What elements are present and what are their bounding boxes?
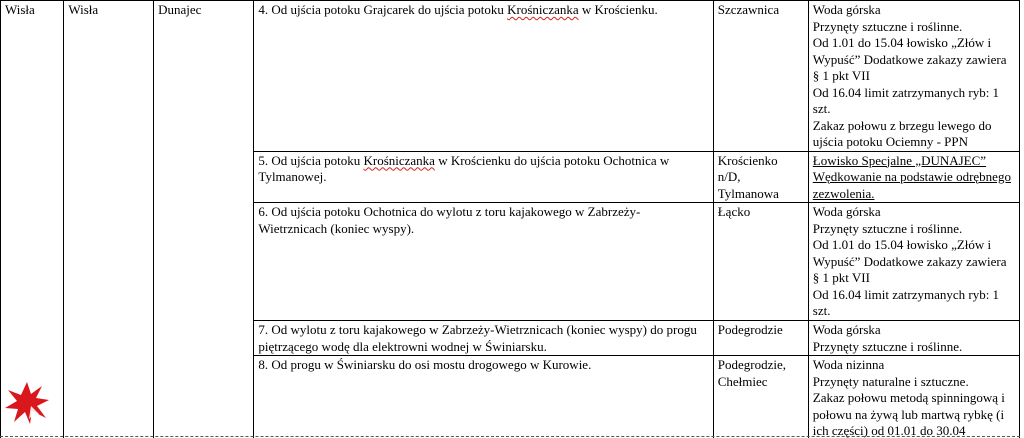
place-cell: Szczawnica	[713, 1, 808, 152]
rule-line: Od 16.04 limit zatrzymanych ryb: 1 szt.	[812, 84, 1000, 116]
rule-line: Przynęty sztuczne i roślinne.	[812, 18, 963, 34]
place-cell: Podegrodzie, Chełmiec	[713, 356, 808, 438]
rule-line: Woda górska	[812, 204, 881, 219]
place-cell: Łącko	[713, 203, 808, 321]
rules-cell	[808, 203, 1019, 321]
rules-cell	[808, 321, 1019, 356]
section-cell: 8. Od progu w Świniarsku do osi mostu drogowego w Kurowie.	[254, 356, 713, 438]
table-row	[1, 1, 1020, 152]
rule-line: Przynęty sztuczne i roślinne.	[812, 220, 963, 236]
section-cell: 5. Od ujścia potoku Krośniczanka w Krościenku do ujścia potoku Ochotnica w Tylmanowej.	[254, 151, 713, 203]
place-cell: Podegrodzie	[713, 321, 808, 356]
permit-note-line: Wędkowanie na podstawie odrębnego zezwolenia.	[812, 169, 1011, 201]
rule-line: Woda górska	[812, 2, 881, 17]
rule-line: Od 1.01 do 15.04 łowisko „Złów i Wypuść” Dodatkowe zakazy zawiera § 1 pkt VII	[812, 237, 1007, 285]
rule-line: Od 16.04 limit zatrzymanych ryb: 1 szt.	[812, 286, 1000, 318]
splat-shape	[5, 382, 49, 424]
rules-cell	[808, 1, 1019, 152]
rule-line: Zakaz połowu metodą spinningową i połowu na żywą lub martwą rybkę (i ich części) od 01.01 do 30.04	[812, 390, 1005, 438]
river-basin-cell: Wisła	[1, 1, 64, 438]
rule-line: Zakaz połowu z brzegu lewego do ujścia potoku Ociemny - PPN	[812, 117, 992, 149]
rule-line: Przynęty sztuczne i roślinne.	[812, 338, 963, 354]
section-cell: 6. Od ujścia potoku Ochotnica do wylotu z toru kajakowego w Zabrzeży-Wietrznicach (koniec wyspy).	[254, 203, 713, 321]
red-splat-icon	[4, 380, 50, 426]
rule-line: Woda nizinna	[812, 357, 885, 372]
tributary-cell: Dunajec	[154, 1, 254, 438]
rule-line: Woda górska	[812, 322, 881, 337]
rule-line: Przynęty naturalne i sztuczne.	[812, 373, 969, 389]
rule-line: Od 1.01 do 15.04 łowisko „Złów i Wypuść” Dodatkowe zakazy zawiera § 1 pkt VII	[812, 35, 1007, 83]
special-fishery-line: Łowisko Specjalne „DUNAJEC”	[812, 152, 987, 168]
section-cell: 7. Od wylotu z toru kajakowego w Zabrzeży-Wietrznicach (koniec wyspy) do progu piętrzącego wodę dla elektrowni wodnej w Świniarsku.	[254, 321, 713, 356]
rules-cell	[808, 151, 1019, 203]
section-cell: 4. Od ujścia potoku Grajcarek do ujścia potoku Krośniczanka w Krościenku.	[254, 1, 713, 152]
place-cell: Krościenko n/D, Tylmanowa	[713, 151, 808, 203]
river-cell: Wisła	[64, 1, 154, 438]
rules-cell	[808, 356, 1019, 438]
